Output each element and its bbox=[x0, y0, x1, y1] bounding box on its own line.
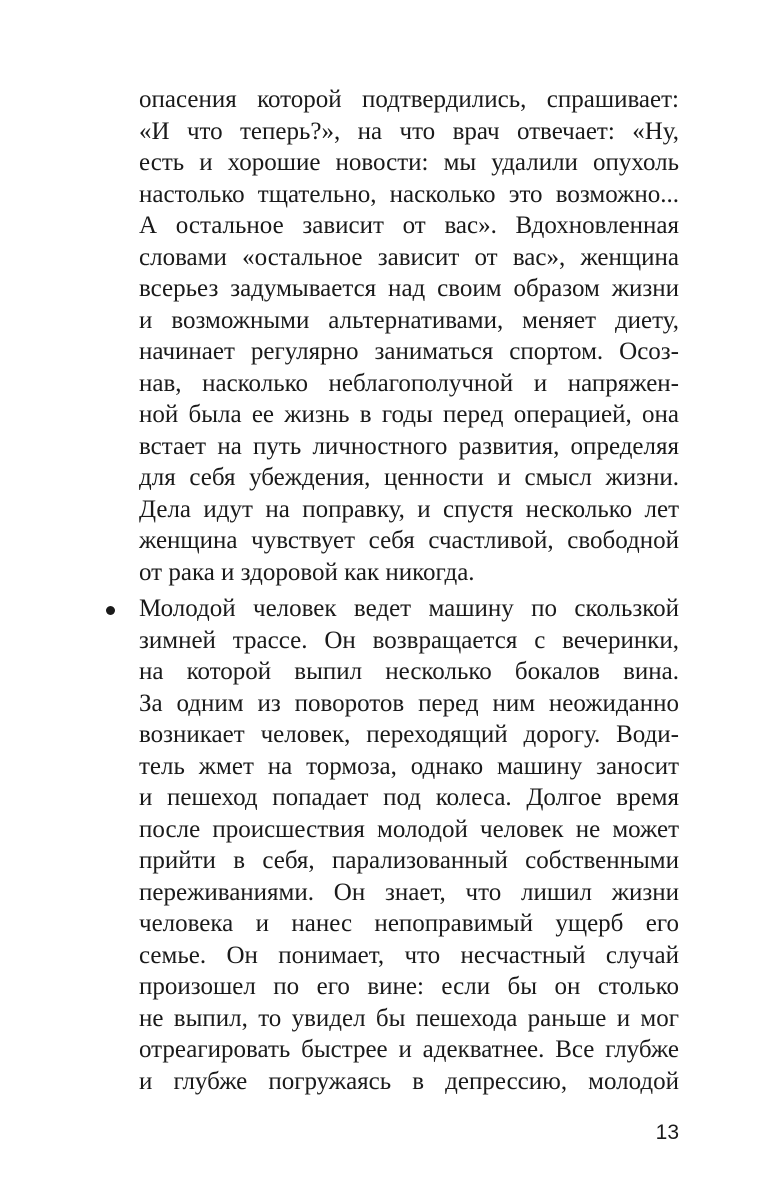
text-line: прийти в себя, парализованный собственными bbox=[139, 847, 679, 874]
text-line: всерьез задумывается над своим образом жизни bbox=[139, 275, 679, 302]
text-line: А остальное зависит от вас». Вдохновленная bbox=[139, 212, 679, 239]
text-line: Молодой человек ведет машину по скользкой bbox=[139, 595, 679, 622]
text-line: отреагировать быстрее и адекватнее. Все глубже bbox=[139, 1036, 679, 1063]
text-line: возникает человек, переходящий дорогу. Води- bbox=[139, 721, 679, 748]
text-line: от рака и здоровой как никогда. bbox=[139, 558, 475, 586]
text-line: семье. Он понимает, что несчастный случай bbox=[139, 941, 679, 969]
text-line: женщина чувствует себя счастливой, свободной bbox=[139, 527, 679, 554]
text-line: «И что теперь?», на что врач отвечает: «Ну, bbox=[139, 117, 679, 145]
text-line: и пешеход попадает под колеса. Долгое время bbox=[139, 784, 679, 811]
text-line: ной была ее жизнь в годы перед операцией, она bbox=[139, 401, 679, 428]
text-line: нав, насколько неблагополучной и напряжен- bbox=[139, 369, 679, 397]
text-line: тель жмет на тормоза, однако машину заносит bbox=[139, 752, 679, 780]
text-line: на которой выпил несколько бокалов вина. bbox=[139, 658, 679, 685]
text-line: для себя убеждения, ценности и смысл жизни. bbox=[139, 464, 679, 491]
text-line: Дела идут на поправку, и спустя несколько лет bbox=[139, 495, 679, 523]
text-line: после происшествия молодой человек не может bbox=[139, 815, 679, 843]
text-line: словами «остальное зависит от вас», женщина bbox=[139, 243, 679, 271]
text-line: начинает регулярно заниматься спортом. Осоз- bbox=[139, 338, 679, 365]
text-line: настолько тщательно, насколько это возможно... bbox=[139, 180, 679, 208]
text-line: не выпил, то увидел бы пешехода раньше и мог bbox=[139, 1004, 679, 1032]
text-line: произошел по его вине: если бы он столько bbox=[139, 973, 679, 1000]
text-line: человека и нанес непоправимый ущерб его bbox=[139, 910, 679, 937]
text-line: зимней трассе. Он возвращается с вечеринки, bbox=[139, 626, 679, 654]
text-line: и возможными альтернативами, меняет диету, bbox=[139, 306, 679, 334]
text-line: За одним из поворотов перед ним неожиданно bbox=[139, 689, 679, 717]
bullet-icon bbox=[106, 606, 115, 615]
text-line: встает на путь личностного развития, определяя bbox=[139, 432, 679, 460]
page-number: 13 bbox=[655, 1121, 679, 1144]
bulleted-paragraph bbox=[139, 593, 679, 1097]
text-line: переживаниями. Он знает, что лишил жизни bbox=[139, 878, 679, 906]
text-line: и глубже погружаясь в депрессию, молодой bbox=[139, 1067, 679, 1095]
text-line: есть и хорошие новости: мы удалили опухоль bbox=[139, 149, 679, 176]
paragraph-continued bbox=[139, 84, 679, 588]
text-line: опасения которой подтвердились, спрашивает: bbox=[139, 86, 679, 113]
